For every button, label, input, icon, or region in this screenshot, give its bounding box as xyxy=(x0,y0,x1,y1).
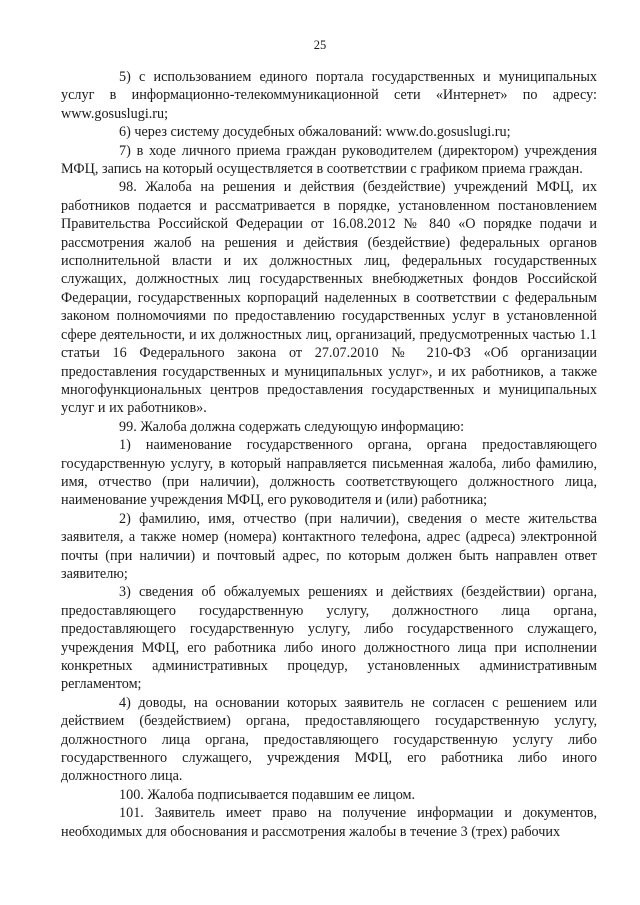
paragraph-99-item-1: 1) наименование государственного органа, органа предоставляющего государственную услугу, в который направляется письменная жалоба, либо фамилию, имя, отчество (при наличии), должность соответствующего должностного лица, наименование учреждения МФЦ, его руководителя и (или) работника; xyxy=(61,437,597,509)
paragraph-98: 98. Жалоба на решения и действия (бездействие) учреждений МФЦ, их работников подается и рассматривается в порядке, установленном постановлением Правительства Российской Федерации от 16.08.2012 № 840 «О порядке подачи и рассмотрения жалоб на решения и действия (бездействие) федеральных органов исполнительной власти и их должностных лиц, федеральных государственных служащих, должностных лиц государственных внебюджетных фондов Российской Федерации, государственных корпораций наделенных в соответствии с федеральным законом полномочиями по предоставлению государственных услуг в установленной сфере деятельности, и их должностных лиц, организаций, предусмотренных частью 1.1 статьи 16 Федерального закона от 27.07.2010 № 210-ФЗ «Об организации предоставления государственных и муниципальных услуг», и их работников, а также многофункциональных центров предоставления государственных и муниципальных услуг и их работников». xyxy=(61,179,597,417)
paragraph-item-5-portal: 5) с использованием единого портала государственных и муниципальных услуг в информационно-телекоммуникационной сети «Интернет» по адресу: www.gosuslugi.ru; xyxy=(61,69,597,122)
paragraph-99: 99. Жалоба должна содержать следующую информацию: xyxy=(119,418,465,435)
paragraph-99-item-2: 2) фамилию, имя, отчество (при наличии), сведения о месте жительства заявителя, а также номер (номера) контактного телефона, адрес (адреса) электронной почты (при наличии) и почтовый адрес, по которым должен быть направлен ответ заявителю; xyxy=(61,510,597,582)
paragraph-item-6-dosudebnye: 6) через систему досудебных обжалований: www.do.gosuslugi.ru; xyxy=(119,124,511,141)
document-body xyxy=(61,68,597,841)
paragraph-99-item-3: 3) сведения об обжалуемых решениях и действиях (бездействии) органа, предоставляющего государственную услугу, должностного лица органа, предоставляющего государственную услугу, либо государственного служащего, учреждения МФЦ, его работника либо иного должностного лица при исполнении конкретных административных процедур, установленных административным регламентом; xyxy=(61,584,597,693)
paragraph-100: 100. Жалоба подписывается подавшим ее лицом. xyxy=(119,786,416,803)
paragraph-99-item-4: 4) доводы, на основании которых заявитель не согласен с решением или действием (бездействием) органа, предоставляющего государственную услугу, должностного лица органа, предоставляющего государственную услугу либо государственного служащего, учреждения МФЦ, его работника либо иного должностного лица. xyxy=(61,694,597,785)
paragraph-item-7-lichny-priem: 7) в ходе личного приема граждан руководителем (директором) учреждения МФЦ, запись на который осуществляется в соответствии с графиком приема граждан. xyxy=(61,142,597,178)
page-number: 25 xyxy=(313,38,327,52)
paragraph-101: 101. Заявитель имеет право на получение информации и документов, необходимых для обоснования и рассмотрения жалобы в течение 3 (трех) рабочих xyxy=(61,805,597,840)
